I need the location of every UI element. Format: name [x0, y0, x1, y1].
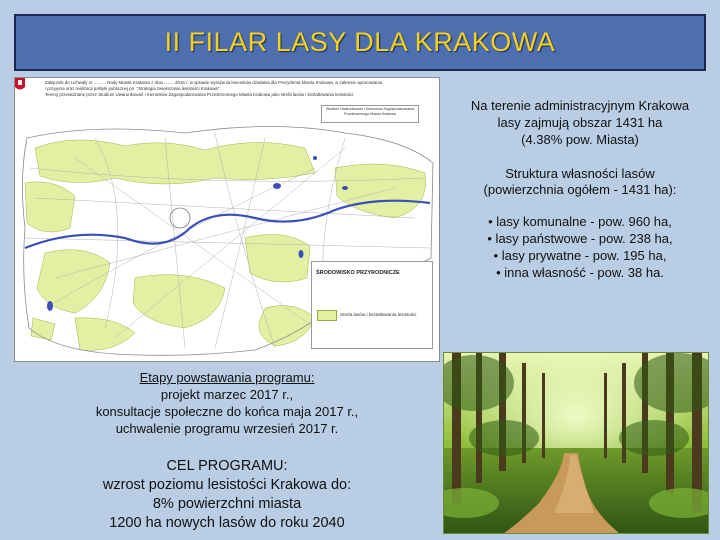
title-bar: [14, 14, 706, 71]
stage-line: uchwalenie programu wrzesień 2017 r.: [115, 421, 339, 436]
map-logo-box: Studium Uwarunkowań i Kierunków Zagospodarowania Przestrzennego Miasta Krakowa: [321, 105, 419, 123]
forest-area-text: [447, 97, 713, 148]
ownership-item: • lasy komunalne - pow. 960 ha,: [488, 214, 672, 229]
ownership-item: • lasy państwowe - pow. 238 ha,: [487, 231, 673, 246]
stages-heading: Etapy powstawania programu:: [139, 370, 315, 385]
program-goal: [60, 457, 394, 533]
legend-swatch: [317, 310, 337, 321]
forest-zone-map: [14, 77, 440, 362]
forest-photo-drawing: [444, 353, 708, 533]
map-header: [45, 80, 405, 97]
map-header-line: Załącznik do Uchwały nr .......... Rady Miasta Krakowa z dnia ........ 2016 r. w sprawie wyrażenia kierunków działania dla Prezydenta Miasta Krakowa, w zakresie opracowania: [45, 80, 383, 85]
page-title: II FILAR LASY DLA KRAKOWA: [164, 27, 556, 57]
forest-line: lasy zajmują obszar 1431 ha: [497, 115, 663, 130]
ownership-item: • inna własność - pow. 38 ha.: [496, 265, 664, 280]
krakow-crest-icon: [15, 78, 25, 92]
goal-line: 1200 ha nowych lasów do roku 2040: [109, 515, 345, 531]
goal-line: wzrost poziomu lesistości Krakowa do:: [102, 477, 352, 493]
program-stages: [60, 369, 394, 437]
forest-line: Na terenie administracyjnym Krakowa: [470, 98, 690, 113]
stage-line: projekt marzec 2017 r.,: [160, 387, 294, 402]
ownership-list: [447, 213, 713, 281]
map-legend: [311, 261, 433, 349]
structure-line: Struktura własności lasów: [505, 166, 655, 181]
forest-line: (4.38% pow. Miasta): [521, 132, 639, 147]
legend-label: Strefa lasów i kształtowania lesistości: [340, 312, 417, 317]
forest-path-photo: [443, 352, 709, 534]
legend-title: ŚRODOWISKO PRZYRODNICZE: [316, 270, 400, 276]
goal-line: CEL PROGRAMU:: [166, 458, 288, 474]
ownership-structure-heading: [447, 166, 713, 198]
ownership-item: • lasy prywatne - pow. 195 ha,: [493, 248, 667, 263]
map-header-line: Tereny przewidziane przez Studium Uwarunkowań i Kierunków Zagospodarowania Przestrzennego Miasta Krakowa jako strefa lasów i kształtowania lesistości.: [45, 91, 355, 97]
goal-line: 8% powierzchni miasta: [152, 496, 302, 512]
map-header-line: i przyjęcia oraz realizacji polityki publicznej pn. "Strategia zwiększania lesistości Krakowa": [45, 85, 220, 91]
structure-line: (powierzchnia ogółem - 1431 ha):: [483, 182, 677, 197]
stage-line: konsultacje społeczne do końca maja 2017 r.,: [95, 404, 359, 419]
